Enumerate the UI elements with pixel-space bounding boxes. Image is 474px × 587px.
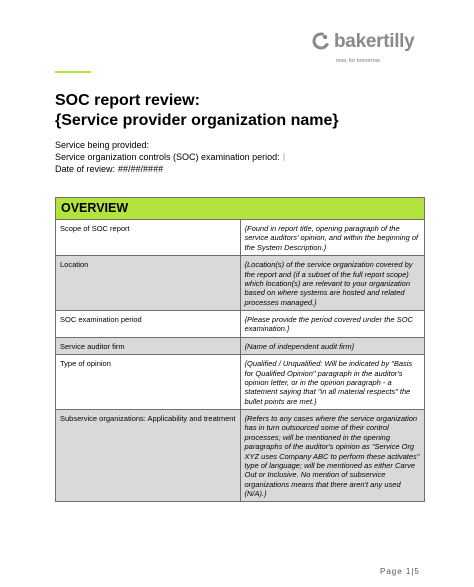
bakertilly-logo: [312, 32, 432, 72]
table-row: [56, 355, 425, 410]
field-service-provided: [55, 140, 152, 150]
table-row: [56, 311, 425, 338]
overview-heading: OVERVIEW: [56, 198, 425, 220]
page-number: Page 1|5: [380, 567, 420, 576]
row-label: Scope of SOC report: [56, 220, 241, 256]
overview-table: [55, 197, 425, 502]
table-row: [56, 256, 425, 311]
row-label: SOC examination period: [56, 311, 241, 338]
row-description[interactable]: {Please provide the period covered under the SOC examination.}: [240, 311, 425, 338]
field-placeholder-mark: [283, 153, 285, 161]
field-label: Service being provided:: [55, 140, 150, 150]
field-date-of-review: [55, 164, 163, 174]
row-label: Service auditor firm: [56, 337, 241, 354]
field-label: Service organization controls (SOC) examination period:: [55, 152, 280, 162]
row-label: Subservice organizations: Applicability and treatment: [56, 410, 241, 502]
field-value[interactable]: ##/##/####: [118, 164, 164, 174]
table-row: [56, 337, 425, 354]
row-description[interactable]: {Found in report title, opening paragraph of the service auditors' opinion, and within the beginning of the System Description.}: [240, 220, 425, 256]
document-subtitle: {Service provider organization name}: [55, 112, 339, 129]
accent-divider: [55, 71, 91, 73]
bakertilly-logo-mark-icon: [312, 32, 330, 50]
row-label: Type of opinion: [56, 355, 241, 410]
logo-wordmark: bakertilly: [334, 31, 415, 52]
document-title: SOC report review:: [55, 92, 200, 109]
field-label: Date of review:: [55, 164, 116, 174]
row-description[interactable]: {Refers to any cases where the service organization has in turn outsourced some of their control processes; will be mentioned in the opening paragraphs of the auditor's opinion as "Service Org XYZ uses Company ABC to perform these activates" type of language; will be mentioned as either Carve Out or Inclusive. No mention of subservice organizations means that there aren't any used (N/A).}: [240, 410, 425, 502]
row-description[interactable]: {Location(s) of the service organization covered by the report and (if a subset of the full report scope) which location(s) are relevant to your organization based on where systems are hosted and related processes managed.}: [240, 256, 425, 311]
logo-tagline: now, for tomorrow: [336, 58, 380, 64]
table-row: [56, 410, 425, 502]
row-label: Location: [56, 256, 241, 311]
row-description[interactable]: {Qualified / Unqualified: Will be indicated by "Basis for Qualified Opinion" paragraph in the auditor's opinion letter, or in the opinion paragraph - a statement saying that "in all material respects" the bullet points are met.}: [240, 355, 425, 410]
table-row: [56, 220, 425, 256]
row-description[interactable]: {Name of independent audit firm}: [240, 337, 425, 354]
field-examination-period: [55, 152, 288, 162]
